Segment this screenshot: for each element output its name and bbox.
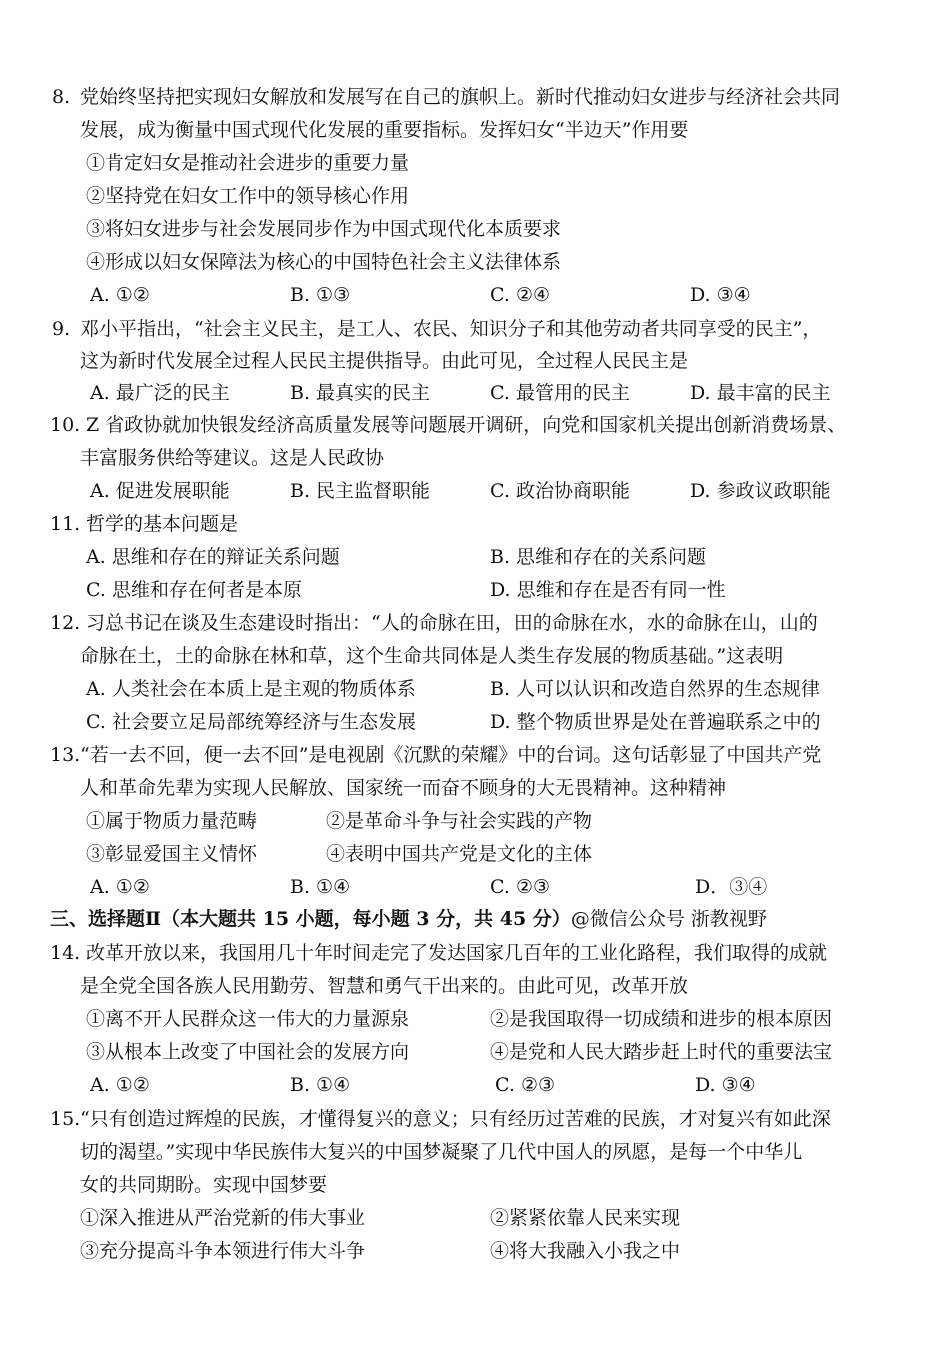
q8-option-b: B. ①③ [290, 284, 351, 306]
q12-option-b: B. 人可以认识和改造自然界的生态规律 [490, 678, 821, 700]
q13-stem-line2: 人和革命先辈为实现人民解放、国家统一而奋不顾身的大无畏精神。这种精神 [80, 777, 727, 799]
q10-option-b: B. 民主监督职能 [290, 480, 431, 502]
q10-option-a: A. 促进发展职能 [90, 480, 230, 502]
q8-option-c: C. ②④ [490, 284, 551, 306]
q10-number: 10. [50, 414, 81, 436]
q11-option-a: A. 思维和存在的辩证关系问题 [86, 546, 340, 568]
q9-number: 9. [52, 318, 71, 340]
q12-option-d: D. 整个物质世界是处在普遍联系之中的 [490, 711, 821, 733]
q15-item-2: ②紧紧依靠人民来实现 [490, 1207, 681, 1229]
q8-stem-line2: 发展，成为衡量中国式现代化发展的重要指标。发挥妇女“半边天”作用要 [80, 119, 689, 141]
q14-stem-line2: 是全党全国各族人民用勤劳、智慧和勇气干出来的。由此可见，改革开放 [80, 975, 689, 997]
q11-stem: 哲学的基本问题是 [86, 513, 239, 535]
q11-option-b: B. 思维和存在的关系问题 [490, 546, 707, 568]
q14-item-4: ④是党和人民大踏步赶上时代的重要法宝 [490, 1041, 833, 1063]
q14-option-d: D. ③④ [695, 1074, 756, 1096]
q15-stem-line3: 女的共同期盼。实现中国梦要 [80, 1174, 328, 1196]
q14-option-c: C. ②③ [495, 1074, 556, 1096]
q12-stem-line1: 习总书记在谈及生态建设时指出：“人的命脉在田，田的命脉在水，水的命脉在山，山的 [86, 612, 818, 634]
q14-option-a: A. ①② [90, 1074, 150, 1096]
q9-option-a: A. 最广泛的民主 [90, 382, 230, 404]
q15-number: 15. [50, 1108, 81, 1130]
q8-number: 8. [52, 86, 71, 108]
q15-item-4: ④将大我融入小我之中 [490, 1240, 681, 1262]
q9-option-b: B. 最真实的民主 [290, 382, 431, 404]
q12-stem-line2: 命脉在土，土的命脉在林和草，这个生命共同体是人类生存发展的物质基础。”这表明 [80, 645, 784, 667]
q13-item-1: ①属于物质力量范畴 [86, 810, 258, 832]
q9-option-c: C. 最管用的民主 [490, 382, 630, 404]
section-watermark: @微信公众号 浙教视野 [570, 908, 767, 930]
q11-option-c: C. 思维和存在何者是本原 [86, 579, 302, 601]
q8-option-d: D. ③④ [690, 284, 751, 306]
q14-item-3: ③从根本上改变了中国社会的发展方向 [86, 1041, 410, 1063]
q8-stem-line1: 党始终坚持把实现妇女解放和发展写在自己的旗帜上。新时代推动妇女进步与经济社会共同 [80, 86, 841, 108]
q15-item-1: ①深入推进从严治党新的伟大事业 [80, 1207, 366, 1229]
q10-stem-line2: 丰富服务供给等建议。这是人民政协 [80, 447, 385, 469]
q12-option-c: C. 社会要立足局部统筹经济与生态发展 [86, 711, 416, 733]
q14-item-2: ②是我国取得一切成绩和进步的根本原因 [490, 1008, 833, 1030]
q8-option-a: A. ①② [90, 284, 150, 306]
q12-option-a: A. 人类社会在本质上是主观的物质体系 [86, 678, 416, 700]
q14-item-1: ①离不开人民群众这一伟大的力量源泉 [86, 1008, 410, 1030]
q13-item-3: ③彰显爱国主义情怀 [86, 843, 258, 865]
q13-option-d: D．③④ [695, 876, 768, 898]
q8-item-4: ④形成以妇女保障法为核心的中国特色社会主义法律体系 [86, 251, 562, 273]
q14-number: 14. [50, 942, 81, 964]
q15-stem-line2: 切的渴望。”实现中华民族伟大复兴的中国梦凝聚了几代中国人的夙愿，是每一个中华儿 [80, 1141, 803, 1163]
q10-option-c: C. 政治协商职能 [490, 480, 630, 502]
q9-stem-line1: 邓小平指出，“社会主义民主，是工人、农民、知识分子和其他劳动者共同享受的民主”， [80, 318, 822, 340]
q13-option-c: C. ②③ [490, 876, 551, 898]
q8-item-3: ③将妇女进步与社会发展同步作为中国式现代化本质要求 [86, 218, 562, 240]
q14-stem-line1: 改革开放以来，我国用几十年时间走完了发达国家几百年的工业化路程，我们取得的成就 [86, 942, 828, 964]
q11-number: 11. [50, 513, 81, 535]
page-crop-mask [0, 1276, 950, 1345]
q12-number: 12. [50, 612, 81, 634]
q15-stem-line1: “只有创造过辉煌的民族，才懂得复兴的意义；只有经历过苦难的民族，才对复兴有如此深 [80, 1108, 831, 1130]
section-title: 三、选择题Ⅱ（本大题共 15 小题，每小题 3 分，共 45 分） [50, 908, 571, 930]
q9-option-d: D. 最丰富的民主 [690, 382, 831, 404]
q14-option-b: B. ①④ [290, 1074, 351, 1096]
q13-number: 13. [50, 744, 81, 766]
q13-item-4: ④表明中国共产党是文化的主体 [326, 843, 593, 865]
q13-option-a: A. ①② [90, 876, 150, 898]
q13-item-2: ②是革命斗争与社会实践的产物 [326, 810, 593, 832]
q13-stem-line1: “若一去不回，便一去不回”是电视剧《沉默的荣耀》中的台词。这句话彰显了中国共产党 [80, 744, 822, 766]
q9-stem-line2: 这为新时代发展全过程人民民主提供指导。由此可见，全过程人民民主是 [80, 350, 689, 372]
section-heading [50, 906, 767, 932]
q13-option-b: B. ①④ [290, 876, 351, 898]
q10-stem-line1: Z 省政协就加快银发经济高质量发展等问题展开调研，向党和国家机关提出创新消费场景、 [86, 414, 847, 436]
q15-item-3: ③充分提高斗争本领进行伟大斗争 [80, 1240, 366, 1262]
q10-option-d: D. 参政议政职能 [690, 480, 831, 502]
q11-option-d: D. 思维和存在是否有同一性 [490, 579, 726, 601]
q8-item-1: ①肯定妇女是推动社会进步的重要力量 [86, 152, 410, 174]
q8-item-2: ②坚持党在妇女工作中的领导核心作用 [86, 185, 410, 207]
